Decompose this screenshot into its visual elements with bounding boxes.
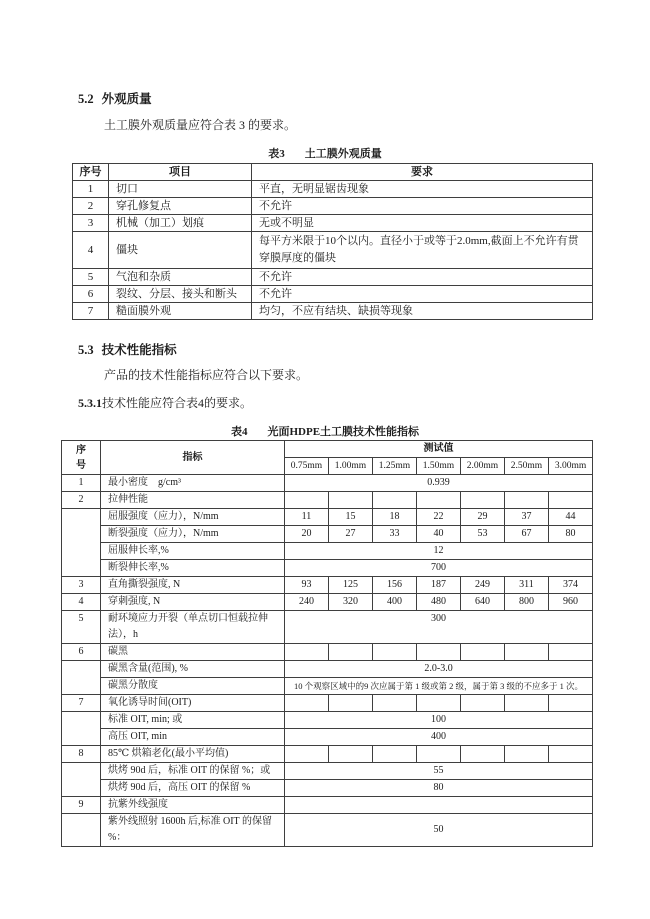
value-cell: 249 — [461, 577, 505, 594]
value-cell: 40 — [417, 526, 461, 543]
empty-cell — [417, 492, 461, 509]
section-title: 技术性能指标 — [101, 343, 177, 357]
value-cell: 44 — [549, 509, 593, 526]
clause-text: 技术性能应符合表4的要求。 — [102, 396, 253, 410]
row-number-cell: 5 — [62, 611, 101, 644]
header-num-line2: 号 — [76, 459, 86, 471]
table4-caption — [0, 423, 650, 439]
value-cell: 15 — [329, 509, 373, 526]
paragraph-table3-intro: 土工膜外观质量应符合表 3 的要求。 — [104, 118, 297, 132]
row-number-cell: 6 — [62, 644, 101, 661]
empty-cell — [373, 695, 417, 712]
section-number: 5.2 — [78, 92, 94, 106]
indicator-cell: 最小密度 g/cm³ — [101, 475, 285, 492]
clause-number: 5.3.1 — [78, 396, 102, 410]
table3-caption-title: 土工膜外观质量 — [304, 148, 382, 160]
empty-cell — [549, 492, 593, 509]
table4-caption-title: 光面HDPE土工膜技术性能指标 — [267, 426, 420, 438]
indicator-cell: 抗紫外线强度 — [101, 797, 285, 814]
requirement-cell: 不允许 — [252, 269, 593, 286]
indicator-cell: 紫外线照射 1600h 后,标准 OIT 的保留 %： — [101, 814, 285, 847]
indicator-cell: 高压 OIT, min — [101, 729, 285, 746]
thickness-col-header: 3.00mm — [549, 458, 593, 475]
value-cell: 33 — [373, 526, 417, 543]
value-cell: 93 — [285, 577, 329, 594]
row-number-cell: 1 — [73, 181, 109, 198]
value-span-cell: 10 个观察区域中的9 次应属于第 1 级或第 2 级，属于第 3 级的不应多于 1 次。 — [285, 678, 593, 695]
empty-cell — [417, 644, 461, 661]
value-cell: 67 — [505, 526, 549, 543]
empty-cell — [285, 695, 329, 712]
empty-cell — [505, 746, 549, 763]
row-number-cell: 3 — [73, 215, 109, 232]
value-cell: 480 — [417, 594, 461, 611]
table-row — [62, 712, 593, 729]
row-number-cell — [62, 763, 101, 797]
requirement-cell: 不允许 — [252, 286, 593, 303]
item-cell: 糙面膜外观 — [109, 303, 252, 320]
indicator-cell: 标准 OIT, min; 或 — [101, 712, 285, 729]
empty-cell — [329, 644, 373, 661]
indicator-cell: 碳黑分散度 — [101, 678, 285, 695]
item-cell: 裂纹、分层、接头和断头 — [109, 286, 252, 303]
table-row — [62, 797, 593, 814]
value-cell: 18 — [373, 509, 417, 526]
table-row — [62, 644, 593, 661]
table4-header-testvalue: 测试值 — [285, 441, 593, 458]
requirement-cell: 不允许 — [252, 198, 593, 215]
thickness-col-header: 2.50mm — [505, 458, 549, 475]
header-num-line1: 序 — [76, 444, 86, 456]
item-cell: 穿孔修复点 — [109, 198, 252, 215]
item-cell: 切口 — [109, 181, 252, 198]
empty-span-cell — [285, 797, 593, 814]
empty-cell — [461, 695, 505, 712]
value-cell: 960 — [549, 594, 593, 611]
item-cell: 僵块 — [109, 232, 252, 269]
row-number-cell: 1 — [62, 475, 101, 492]
row-number-cell: 7 — [73, 303, 109, 320]
table-row — [73, 286, 593, 303]
value-cell: 29 — [461, 509, 505, 526]
value-cell: 800 — [505, 594, 549, 611]
value-span-cell: 55 — [285, 763, 593, 780]
empty-cell — [417, 695, 461, 712]
empty-cell — [505, 695, 549, 712]
value-cell: 37 — [505, 509, 549, 526]
row-number-cell: 7 — [62, 695, 101, 712]
empty-cell — [549, 695, 593, 712]
table-row — [73, 269, 593, 286]
table-row — [62, 492, 593, 509]
table4-header-num — [62, 441, 101, 475]
row-number-cell — [62, 661, 101, 695]
value-cell: 311 — [505, 577, 549, 594]
indicator-cell: 断裂伸长率,% — [101, 560, 285, 577]
value-span-cell: 12 — [285, 543, 593, 560]
table-row — [62, 611, 593, 644]
table-row — [62, 729, 593, 746]
row-number-cell: 3 — [62, 577, 101, 594]
table-row — [73, 303, 593, 320]
section-title: 外观质量 — [101, 92, 152, 106]
section-heading-5-2 — [78, 89, 152, 107]
indicator-cell: 碳黑含量(范围), % — [101, 661, 285, 678]
table-row — [73, 181, 593, 198]
table4-header-row-1 — [62, 441, 593, 458]
table-row — [62, 746, 593, 763]
empty-cell — [549, 644, 593, 661]
table3-header-row — [73, 164, 593, 181]
paragraph-5-3-1 — [78, 394, 252, 411]
empty-cell — [373, 492, 417, 509]
row-number-cell: 6 — [73, 286, 109, 303]
empty-cell — [373, 644, 417, 661]
indicator-cell: 穿刺强度, N — [101, 594, 285, 611]
empty-cell — [549, 746, 593, 763]
value-span-cell: 300 — [285, 611, 593, 644]
empty-cell — [417, 746, 461, 763]
indicator-cell: 烘烤 90d 后，标准 OIT 的保留 %；或 — [101, 763, 285, 780]
table3-caption-label: 表3 — [268, 148, 285, 160]
table-row — [62, 577, 593, 594]
item-cell: 气泡和杂质 — [109, 269, 252, 286]
row-number-cell: 2 — [62, 492, 101, 509]
value-cell: 27 — [329, 526, 373, 543]
empty-cell — [285, 644, 329, 661]
table4-caption-label: 表4 — [230, 426, 248, 438]
value-span-cell: 2.0-3.0 — [285, 661, 593, 678]
value-cell: 374 — [549, 577, 593, 594]
table-row — [62, 661, 593, 678]
empty-cell — [461, 644, 505, 661]
row-number-cell: 5 — [73, 269, 109, 286]
value-cell: 80 — [549, 526, 593, 543]
table3-header-num: 序号 — [73, 164, 109, 181]
requirement-cell: 均匀，不应有结块、缺损等现象 — [252, 303, 593, 320]
value-cell: 187 — [417, 577, 461, 594]
row-number-cell: 4 — [62, 594, 101, 611]
empty-cell — [461, 492, 505, 509]
empty-cell — [505, 492, 549, 509]
indicator-cell: 氧化诱导时间(OIT) — [101, 695, 285, 712]
row-number-cell: 2 — [73, 198, 109, 215]
paragraph-performance-intro: 产品的技术性能指标应符合以下要求。 — [104, 368, 309, 382]
indicator-cell: 烘烤 90d 后，高压 OIT 的保留 % — [101, 780, 285, 797]
table-row — [73, 232, 593, 269]
empty-cell — [329, 695, 373, 712]
indicator-cell: 屈服伸长率,% — [101, 543, 285, 560]
empty-cell — [329, 746, 373, 763]
empty-cell — [285, 746, 329, 763]
table-row — [62, 814, 593, 847]
value-span-cell: 0.939 — [285, 475, 593, 492]
row-number-cell: 4 — [73, 232, 109, 269]
requirement-cell: 平直，无明显锯齿现象 — [252, 181, 593, 198]
table-row — [73, 198, 593, 215]
table-row — [62, 763, 593, 780]
table-row — [62, 543, 593, 560]
value-cell: 20 — [285, 526, 329, 543]
value-span-cell: 100 — [285, 712, 593, 729]
thickness-col-header: 1.50mm — [417, 458, 461, 475]
table4-header-indicator: 指标 — [101, 441, 285, 475]
thickness-col-header: 0.75mm — [285, 458, 329, 475]
value-span-cell: 400 — [285, 729, 593, 746]
table-row — [62, 475, 593, 492]
empty-cell — [505, 644, 549, 661]
value-cell: 320 — [329, 594, 373, 611]
value-cell: 400 — [373, 594, 417, 611]
empty-cell — [373, 746, 417, 763]
value-span-cell: 50 — [285, 814, 593, 847]
table-row — [62, 526, 593, 543]
table-technical-performance — [61, 440, 593, 847]
empty-cell — [285, 492, 329, 509]
value-cell: 125 — [329, 577, 373, 594]
indicator-cell: 耐环境应力开裂（单点切口恒载拉伸法），h — [101, 611, 285, 644]
table-row — [62, 780, 593, 797]
table-row — [62, 695, 593, 712]
table-row — [73, 215, 593, 232]
table-row — [62, 560, 593, 577]
section-heading-5-3 — [78, 340, 177, 358]
section-number: 5.3 — [78, 343, 94, 357]
indicator-cell: 屈服强度（应力），N/mm — [101, 509, 285, 526]
empty-cell — [329, 492, 373, 509]
item-cell: 机械（加工）划痕 — [109, 215, 252, 232]
value-cell: 640 — [461, 594, 505, 611]
row-number-cell — [62, 509, 101, 577]
value-cell: 11 — [285, 509, 329, 526]
requirement-cell: 每平方米限于10个以内。直径小于或等于2.0mm,截面上不允许有贯穿膜厚度的僵块 — [252, 232, 593, 269]
value-span-cell: 700 — [285, 560, 593, 577]
value-span-cell: 80 — [285, 780, 593, 797]
indicator-cell: 85℃ 烘箱老化(最小平均值) — [101, 746, 285, 763]
indicator-cell: 碳黑 — [101, 644, 285, 661]
value-cell: 156 — [373, 577, 417, 594]
row-number-cell: 8 — [62, 746, 101, 763]
row-number-cell — [62, 712, 101, 746]
value-cell: 240 — [285, 594, 329, 611]
requirement-cell: 无或不明显 — [252, 215, 593, 232]
table3-header-item: 项目 — [109, 164, 252, 181]
table-row — [62, 509, 593, 526]
row-number-cell: 9 — [62, 797, 101, 814]
table3-header-req: 要求 — [252, 164, 593, 181]
indicator-cell: 直角撕裂强度, N — [101, 577, 285, 594]
indicator-cell: 断裂强度（应力），N/mm — [101, 526, 285, 543]
row-number-cell — [62, 814, 101, 847]
indicator-cell: 拉伸性能 — [101, 492, 285, 509]
empty-cell — [461, 746, 505, 763]
thickness-col-header: 1.25mm — [373, 458, 417, 475]
value-cell: 22 — [417, 509, 461, 526]
table3-caption — [0, 145, 650, 161]
value-cell: 53 — [461, 526, 505, 543]
thickness-col-header: 1.00mm — [329, 458, 373, 475]
table-row — [62, 678, 593, 695]
table-row — [62, 594, 593, 611]
thickness-col-header: 2.00mm — [461, 458, 505, 475]
table-appearance-quality — [72, 163, 593, 320]
